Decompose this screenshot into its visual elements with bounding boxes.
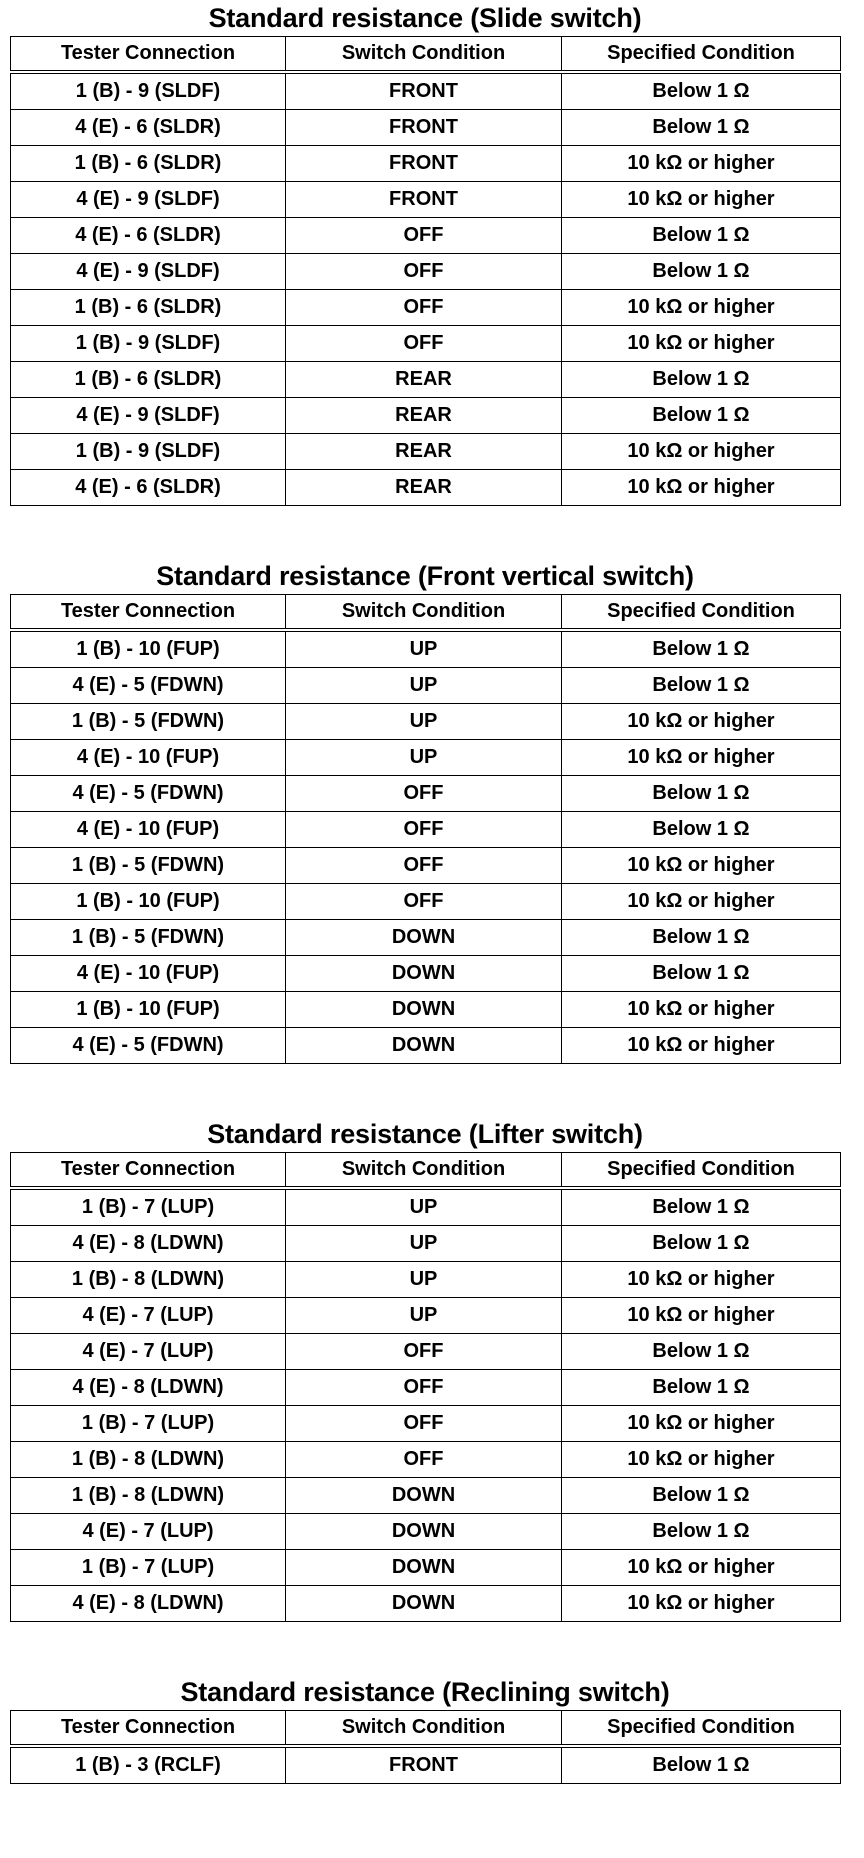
specified-condition-cell: Below 1 Ω bbox=[562, 630, 841, 668]
specified-condition-cell: Below 1 Ω bbox=[562, 72, 841, 110]
table-row bbox=[11, 992, 841, 1028]
switch-condition-cell: OFF bbox=[286, 290, 562, 326]
header-tester-connection: Tester Connection bbox=[11, 37, 286, 73]
specified-condition-cell: Below 1 Ω bbox=[562, 956, 841, 992]
tester-connection-cell: 1 (B) - 7 (LUP) bbox=[11, 1188, 286, 1226]
table-row bbox=[11, 398, 841, 434]
switch-condition-cell: DOWN bbox=[286, 1514, 562, 1550]
resistance-table bbox=[10, 1710, 841, 1784]
table-row bbox=[11, 1586, 841, 1622]
specified-condition-cell: 10 kΩ or higher bbox=[562, 470, 841, 506]
header-specified-condition: Specified Condition bbox=[562, 37, 841, 73]
specified-condition-cell: Below 1 Ω bbox=[562, 398, 841, 434]
specified-condition-cell: 10 kΩ or higher bbox=[562, 146, 841, 182]
specified-condition-cell: 10 kΩ or higher bbox=[562, 290, 841, 326]
table-row bbox=[11, 290, 841, 326]
section-reclining-switch bbox=[10, 1674, 840, 1784]
tester-connection-cell: 4 (E) - 7 (LUP) bbox=[11, 1514, 286, 1550]
table-row bbox=[11, 1226, 841, 1262]
table-row bbox=[11, 920, 841, 956]
tester-connection-cell: 4 (E) - 8 (LDWN) bbox=[11, 1586, 286, 1622]
tester-connection-cell: 1 (B) - 10 (FUP) bbox=[11, 884, 286, 920]
tester-connection-cell: 1 (B) - 7 (LUP) bbox=[11, 1406, 286, 1442]
table-row bbox=[11, 740, 841, 776]
specified-condition-cell: 10 kΩ or higher bbox=[562, 992, 841, 1028]
switch-condition-cell: OFF bbox=[286, 776, 562, 812]
table-row bbox=[11, 470, 841, 506]
table-row bbox=[11, 776, 841, 812]
section-title: Standard resistance (Lifter switch) bbox=[207, 1119, 643, 1149]
resistance-table bbox=[10, 1152, 841, 1622]
table-row bbox=[11, 1406, 841, 1442]
switch-condition-cell: UP bbox=[286, 1262, 562, 1298]
specified-condition-cell: 10 kΩ or higher bbox=[562, 1550, 841, 1586]
table-row bbox=[11, 1514, 841, 1550]
switch-condition-cell: OFF bbox=[286, 848, 562, 884]
section-lifter-switch bbox=[10, 1116, 840, 1622]
tester-connection-cell: 1 (B) - 7 (LUP) bbox=[11, 1550, 286, 1586]
specified-condition-cell: Below 1 Ω bbox=[562, 1188, 841, 1226]
section-title: Standard resistance (Front vertical switch) bbox=[156, 561, 694, 591]
tester-connection-cell: 4 (E) - 5 (FDWN) bbox=[11, 1028, 286, 1064]
table-row bbox=[11, 110, 841, 146]
specified-condition-cell: 10 kΩ or higher bbox=[562, 1406, 841, 1442]
header-specified-condition: Specified Condition bbox=[562, 1711, 841, 1747]
specified-condition-cell: Below 1 Ω bbox=[562, 218, 841, 254]
table-row bbox=[11, 668, 841, 704]
specified-condition-cell: 10 kΩ or higher bbox=[562, 1028, 841, 1064]
header-specified-condition: Specified Condition bbox=[562, 1153, 841, 1189]
table-row bbox=[11, 434, 841, 470]
switch-condition-cell: DOWN bbox=[286, 956, 562, 992]
switch-condition-cell: UP bbox=[286, 630, 562, 668]
switch-condition-cell: FRONT bbox=[286, 110, 562, 146]
table-row bbox=[11, 362, 841, 398]
section-title: Standard resistance (Reclining switch) bbox=[180, 1677, 670, 1707]
switch-condition-cell: REAR bbox=[286, 398, 562, 434]
tester-connection-cell: 4 (E) - 6 (SLDR) bbox=[11, 110, 286, 146]
table-row bbox=[11, 182, 841, 218]
switch-condition-cell: FRONT bbox=[286, 182, 562, 218]
tester-connection-cell: 4 (E) - 6 (SLDR) bbox=[11, 218, 286, 254]
table-row bbox=[11, 146, 841, 182]
tester-connection-cell: 1 (B) - 8 (LDWN) bbox=[11, 1442, 286, 1478]
table-row bbox=[11, 326, 841, 362]
specified-condition-cell: Below 1 Ω bbox=[562, 920, 841, 956]
table-row bbox=[11, 1370, 841, 1406]
tester-connection-cell: 4 (E) - 10 (FUP) bbox=[11, 740, 286, 776]
switch-condition-cell: DOWN bbox=[286, 1028, 562, 1064]
tester-connection-cell: 1 (B) - 9 (SLDF) bbox=[11, 326, 286, 362]
tester-connection-cell: 4 (E) - 9 (SLDF) bbox=[11, 182, 286, 218]
tester-connection-cell: 4 (E) - 7 (LUP) bbox=[11, 1298, 286, 1334]
switch-condition-cell: OFF bbox=[286, 1334, 562, 1370]
specified-condition-cell: Below 1 Ω bbox=[562, 1370, 841, 1406]
tester-connection-cell: 1 (B) - 5 (FDWN) bbox=[11, 704, 286, 740]
switch-condition-cell: UP bbox=[286, 1298, 562, 1334]
tester-connection-cell: 1 (B) - 5 (FDWN) bbox=[11, 920, 286, 956]
specified-condition-cell: 10 kΩ or higher bbox=[562, 1298, 841, 1334]
tester-connection-cell: 1 (B) - 8 (LDWN) bbox=[11, 1262, 286, 1298]
table-row bbox=[11, 884, 841, 920]
tester-connection-cell: 4 (E) - 10 (FUP) bbox=[11, 812, 286, 848]
tester-connection-cell: 4 (E) - 9 (SLDF) bbox=[11, 254, 286, 290]
specified-condition-cell: 10 kΩ or higher bbox=[562, 884, 841, 920]
specified-condition-cell: Below 1 Ω bbox=[562, 668, 841, 704]
tester-connection-cell: 1 (B) - 3 (RCLF) bbox=[11, 1746, 286, 1784]
switch-condition-cell: OFF bbox=[286, 1406, 562, 1442]
switch-condition-cell: DOWN bbox=[286, 1550, 562, 1586]
table-header-row bbox=[11, 1153, 841, 1189]
header-tester-connection: Tester Connection bbox=[11, 595, 286, 631]
specified-condition-cell: 10 kΩ or higher bbox=[562, 1586, 841, 1622]
table-header-row bbox=[11, 595, 841, 631]
table-row bbox=[11, 1188, 841, 1226]
table-row bbox=[11, 630, 841, 668]
header-switch-condition: Switch Condition bbox=[286, 595, 562, 631]
switch-condition-cell: DOWN bbox=[286, 1478, 562, 1514]
table-row bbox=[11, 1028, 841, 1064]
specified-condition-cell: Below 1 Ω bbox=[562, 1478, 841, 1514]
switch-condition-cell: FRONT bbox=[286, 146, 562, 182]
resistance-table bbox=[10, 594, 841, 1064]
switch-condition-cell: OFF bbox=[286, 218, 562, 254]
tester-connection-cell: 1 (B) - 6 (SLDR) bbox=[11, 146, 286, 182]
tester-connection-cell: 4 (E) - 7 (LUP) bbox=[11, 1334, 286, 1370]
specified-condition-cell: 10 kΩ or higher bbox=[562, 848, 841, 884]
tester-connection-cell: 4 (E) - 8 (LDWN) bbox=[11, 1370, 286, 1406]
table-header-row bbox=[11, 37, 841, 73]
switch-condition-cell: OFF bbox=[286, 812, 562, 848]
tester-connection-cell: 1 (B) - 6 (SLDR) bbox=[11, 362, 286, 398]
tester-connection-cell: 1 (B) - 8 (LDWN) bbox=[11, 1478, 286, 1514]
specified-condition-cell: Below 1 Ω bbox=[562, 776, 841, 812]
tester-connection-cell: 4 (E) - 9 (SLDF) bbox=[11, 398, 286, 434]
specified-condition-cell: Below 1 Ω bbox=[562, 1514, 841, 1550]
header-switch-condition: Switch Condition bbox=[286, 1153, 562, 1189]
switch-condition-cell: DOWN bbox=[286, 1586, 562, 1622]
tester-connection-cell: 4 (E) - 10 (FUP) bbox=[11, 956, 286, 992]
switch-condition-cell: UP bbox=[286, 704, 562, 740]
resistance-table bbox=[10, 36, 841, 506]
specified-condition-cell: Below 1 Ω bbox=[562, 1746, 841, 1784]
table-row bbox=[11, 218, 841, 254]
specified-condition-cell: Below 1 Ω bbox=[562, 362, 841, 398]
table-row bbox=[11, 1262, 841, 1298]
tester-connection-cell: 4 (E) - 6 (SLDR) bbox=[11, 470, 286, 506]
switch-condition-cell: OFF bbox=[286, 254, 562, 290]
tester-connection-cell: 1 (B) - 10 (FUP) bbox=[11, 992, 286, 1028]
header-tester-connection: Tester Connection bbox=[11, 1153, 286, 1189]
specified-condition-cell: Below 1 Ω bbox=[562, 812, 841, 848]
switch-condition-cell: OFF bbox=[286, 1442, 562, 1478]
table-row bbox=[11, 1442, 841, 1478]
table-row bbox=[11, 72, 841, 110]
section-title: Standard resistance (Slide switch) bbox=[208, 3, 642, 33]
table-row bbox=[11, 1334, 841, 1370]
specified-condition-cell: Below 1 Ω bbox=[562, 1334, 841, 1370]
table-row bbox=[11, 1550, 841, 1586]
specified-condition-cell: 10 kΩ or higher bbox=[562, 182, 841, 218]
specified-condition-cell: 10 kΩ or higher bbox=[562, 1442, 841, 1478]
switch-condition-cell: FRONT bbox=[286, 72, 562, 110]
specified-condition-cell: Below 1 Ω bbox=[562, 254, 841, 290]
table-row bbox=[11, 1746, 841, 1784]
table-row bbox=[11, 956, 841, 992]
tester-connection-cell: 1 (B) - 5 (FDWN) bbox=[11, 848, 286, 884]
table-row bbox=[11, 254, 841, 290]
switch-condition-cell: REAR bbox=[286, 362, 562, 398]
specified-condition-cell: 10 kΩ or higher bbox=[562, 740, 841, 776]
switch-condition-cell: UP bbox=[286, 668, 562, 704]
specified-condition-cell: Below 1 Ω bbox=[562, 110, 841, 146]
section-front-vertical-switch bbox=[10, 558, 840, 1064]
tester-connection-cell: 1 (B) - 6 (SLDR) bbox=[11, 290, 286, 326]
switch-condition-cell: FRONT bbox=[286, 1746, 562, 1784]
switch-condition-cell: DOWN bbox=[286, 920, 562, 956]
switch-condition-cell: UP bbox=[286, 1226, 562, 1262]
table-row bbox=[11, 1298, 841, 1334]
specified-condition-cell: 10 kΩ or higher bbox=[562, 434, 841, 470]
section-slide-switch bbox=[10, 0, 840, 506]
header-switch-condition: Switch Condition bbox=[286, 1711, 562, 1747]
specified-condition-cell: 10 kΩ or higher bbox=[562, 1262, 841, 1298]
table-row bbox=[11, 1478, 841, 1514]
specified-condition-cell: 10 kΩ or higher bbox=[562, 326, 841, 362]
specified-condition-cell: 10 kΩ or higher bbox=[562, 704, 841, 740]
switch-condition-cell: OFF bbox=[286, 326, 562, 362]
table-header-row bbox=[11, 1711, 841, 1747]
switch-condition-cell: UP bbox=[286, 1188, 562, 1226]
specified-condition-cell: Below 1 Ω bbox=[562, 1226, 841, 1262]
header-specified-condition: Specified Condition bbox=[562, 595, 841, 631]
tester-connection-cell: 1 (B) - 9 (SLDF) bbox=[11, 434, 286, 470]
tester-connection-cell: 4 (E) - 5 (FDWN) bbox=[11, 668, 286, 704]
tester-connection-cell: 4 (E) - 8 (LDWN) bbox=[11, 1226, 286, 1262]
switch-condition-cell: DOWN bbox=[286, 992, 562, 1028]
tester-connection-cell: 1 (B) - 10 (FUP) bbox=[11, 630, 286, 668]
table-row bbox=[11, 848, 841, 884]
switch-condition-cell: OFF bbox=[286, 1370, 562, 1406]
switch-condition-cell: UP bbox=[286, 740, 562, 776]
header-switch-condition: Switch Condition bbox=[286, 37, 562, 73]
switch-condition-cell: REAR bbox=[286, 470, 562, 506]
table-row bbox=[11, 812, 841, 848]
tester-connection-cell: 1 (B) - 9 (SLDF) bbox=[11, 72, 286, 110]
table-row bbox=[11, 704, 841, 740]
switch-condition-cell: REAR bbox=[286, 434, 562, 470]
header-tester-connection: Tester Connection bbox=[11, 1711, 286, 1747]
switch-condition-cell: OFF bbox=[286, 884, 562, 920]
tester-connection-cell: 4 (E) - 5 (FDWN) bbox=[11, 776, 286, 812]
